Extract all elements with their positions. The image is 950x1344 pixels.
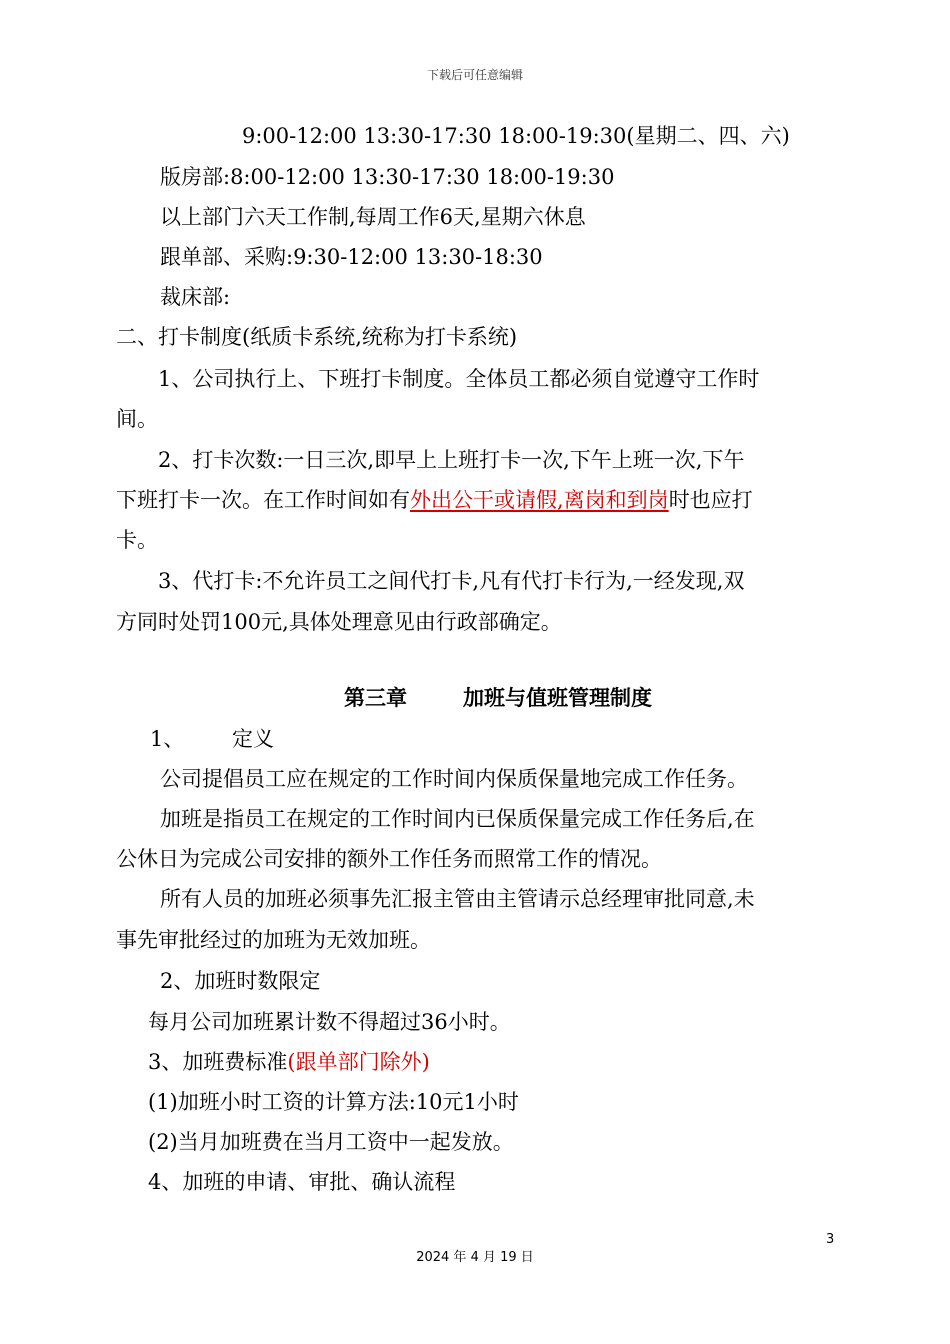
list-item: (1)加班小时工资的计算方法:10元1小时 bbox=[148, 1090, 519, 1114]
list-item: (2)当月加班费在当月工资中一起发放。 bbox=[148, 1130, 514, 1154]
text-span: 下班打卡一次。在工作时间如有 bbox=[116, 488, 410, 512]
paragraph-line: 2、打卡次数:一日三次,即早上上班打卡一次,下午上班一次,下午 bbox=[158, 448, 745, 472]
paragraph-line: 1、公司执行上、下班打卡制度。全体员工都必须自觉遵守工作时 bbox=[158, 367, 760, 391]
chapter-number: 第三章 bbox=[344, 686, 407, 710]
text-span: 3、加班费标准 bbox=[148, 1050, 288, 1074]
paragraph-line: 加班是指员工在规定的工作时间内已保质保量完成工作任务后,在 bbox=[160, 807, 755, 831]
schedule-line-5: 裁床部: bbox=[160, 285, 231, 309]
paragraph-line: 3、代打卡:不允许员工之间代打卡,凡有代打卡行为,一经发现,双 bbox=[158, 569, 745, 593]
fee-heading bbox=[148, 1052, 430, 1073]
page-number: 3 bbox=[826, 1232, 835, 1247]
definition-title: 定义 bbox=[232, 727, 274, 751]
paragraph-line: 卡。 bbox=[116, 528, 158, 552]
chapter-title: 加班与值班管理制度 bbox=[463, 686, 652, 710]
schedule-line-2: 版房部:8:00-12:00 13:30-17:30 18:00-19:30 bbox=[160, 165, 615, 189]
paragraph-line bbox=[116, 490, 753, 511]
highlighted-text: 外出公干或请假,离岗和到岗 bbox=[410, 488, 669, 512]
section-2-heading: 二、打卡制度(纸质卡系统,统称为打卡系统) bbox=[116, 325, 518, 349]
text-span: 时也应打 bbox=[668, 488, 753, 512]
schedule-line-4: 跟单部、采购:9:30-12:00 13:30-18:30 bbox=[160, 245, 543, 269]
footer-date: 2024 年 4 月 19 日 bbox=[416, 1250, 534, 1265]
paragraph-line: 事先审批经过的加班为无效加班。 bbox=[116, 928, 431, 952]
paragraph-line: 间。 bbox=[116, 407, 158, 431]
schedule-line-1: 9:00-12:00 13:30-17:30 18:00-19:30(星期二、四、六) bbox=[242, 124, 790, 148]
paragraph-line: 每月公司加班累计数不得超过36小时。 bbox=[148, 1010, 511, 1034]
paragraph-line: 所有人员的加班必须事先汇报主管由主管请示总经理审批同意,未 bbox=[160, 887, 755, 911]
definition-number: 1、 bbox=[150, 727, 185, 751]
header-note: 下载后可任意编辑 bbox=[426, 68, 523, 82]
highlighted-text: (跟单部门除外) bbox=[287, 1050, 430, 1074]
schedule-line-3: 以上部门六天工作制,每周工作6天,星期六休息 bbox=[160, 205, 586, 229]
paragraph-line: 方同时处罚100元,具体处理意见由行政部确定。 bbox=[116, 610, 562, 634]
paragraph-line: 公司提倡员工应在规定的工作时间内保质保量地完成工作任务。 bbox=[160, 767, 748, 791]
paragraph-line: 公休日为完成公司安排的额外工作任务而照常工作的情况。 bbox=[116, 847, 662, 871]
process-heading: 4、加班的申请、审批、确认流程 bbox=[148, 1170, 456, 1194]
limit-heading: 2、加班时数限定 bbox=[160, 969, 321, 993]
